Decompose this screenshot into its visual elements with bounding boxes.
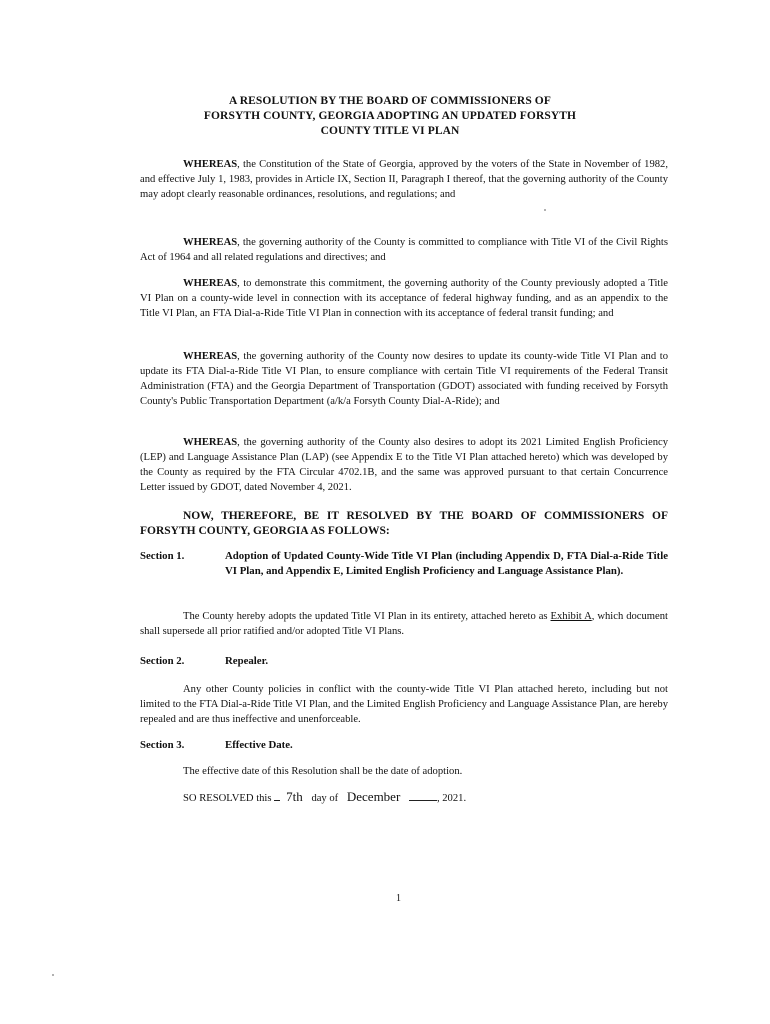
section-2-title: Repealer. [225, 655, 269, 667]
resolved-clause: NOW, THEREFORE, BE IT RESOLVED BY THE BOARD OF COMMISSIONERS OF FORSYTH COUNTY, GEORGIA AS FOLLOWS: [140, 510, 668, 537]
section-1-body [140, 609, 668, 639]
whereas-paragraph-3 [140, 276, 668, 321]
title-line-3: COUNTY TITLE VI PLAN [320, 125, 460, 137]
section-1-body-end: , which document shall supersede all prior ratified and/or adopted Title VI Plans. [140, 611, 668, 637]
exhibit-a-link: Exhibit A [550, 611, 592, 622]
whereas-text: , the Constitution of the State of Georgia, approved by the voters of the State in November of 1982, and effective July 1, 1983, provides in Article IX, Section II, Paragraph I thereof, that the governing authority of the County may adopt clearly reasonable ordinances, resolutions, and regulations; and [140, 159, 668, 200]
whereas-paragraph-5 [140, 435, 668, 495]
whereas-lead: WHEREAS [183, 278, 238, 289]
whereas-text: , to demonstrate this commitment, the governing authority of the County previously adopted a Title VI Plan on a county-wide level in connection with its acceptance of federal highway funding, and as an appendix to the Title VI Plan, an FTA Dial-a-Ride Title VI Plan in connection with its acceptance of federal transit funding; and [140, 278, 668, 319]
section-3-title: Effective Date. [225, 739, 293, 751]
signature-day: 7th [286, 789, 303, 804]
signature-line [183, 789, 466, 806]
whereas-text: , the governing authority of the County now desires to update its county-wide Title VI Plan and to update its FTA Dial-a-Ride Title VI Plan, to ensure compliance with certain Title VI requirements of the Federal Transit Administration (FTA) and the Georgia Department of Transportation (GDOT) associated with funding received by Forsyth County's Public Transportation Department (a/k/a Forsyth County Dial-A-Ride); and [140, 351, 668, 407]
title-line-2: FORSYTH COUNTY, GEORGIA ADOPTING AN UPDATED FORSYTH [203, 110, 577, 122]
title-line-1: A RESOLUTION BY THE BOARD OF COMMISSIONERS OF [229, 95, 551, 107]
signature-mid: day of [311, 793, 339, 804]
document-title [160, 94, 620, 139]
signature-suffix: , 2021. [436, 793, 467, 804]
signature-month: December [346, 789, 401, 804]
scan-speck [544, 209, 546, 211]
whereas-text: , the governing authority of the County is committed to compliance with Title VI of the Civil Rights Act of 1964 and all related regulations and directives; and [140, 237, 668, 263]
section-2-label: Section 2. [140, 655, 185, 667]
section-2-body: Any other County policies in conflict with the county-wide Title VI Plan attached hereto, including but not limited to the FTA Dial-a-Ride Title VI Plan, and the Limited English Proficiency and Language Assistance Plan, are hereby repealed and are thus ineffective and unenforceable. [140, 684, 668, 725]
month-blank [409, 789, 437, 801]
section-3-label: Section 3. [140, 739, 185, 751]
whereas-text: , the governing authority of the County also desires to adopt its 2021 Limited English Proficiency (LEP) and Language Assistance Plan (LAP) (see Appendix E to the Title VI Plan attached hereto) which was developed by the County as required by the FTA Circular 4702.1B, and the same was approved pursuant to that certain Concurrence Letter issued by GDOT, dated November 4, 2021. [140, 437, 668, 493]
section-1-title: Adoption of Updated County-Wide Title VI Plan (including Appendix D, FTA Dial-a-Ride Title VI Plan, and Appendix E, Limited English Proficiency and Language Assistance Plan). [225, 550, 668, 577]
whereas-lead: WHEREAS [183, 437, 238, 448]
whereas-paragraph-2 [140, 235, 668, 265]
whereas-paragraph-1 [140, 157, 668, 202]
whereas-lead: WHEREAS [183, 351, 238, 362]
section-3-body: The effective date of this Resolution shall be the date of adoption. [183, 766, 463, 777]
whereas-paragraph-4 [140, 349, 668, 409]
signature-prefix: SO RESOLVED this [183, 793, 272, 804]
section-1-body-text: The County hereby adopts the updated Title VI Plan in its entirety, attached hereto as [183, 611, 551, 622]
section-1-label: Section 1. [140, 550, 185, 562]
whereas-lead: WHEREAS [183, 159, 238, 170]
page-number: 1 [396, 893, 401, 904]
whereas-lead: WHEREAS [183, 237, 238, 248]
scan-speck [52, 974, 54, 976]
